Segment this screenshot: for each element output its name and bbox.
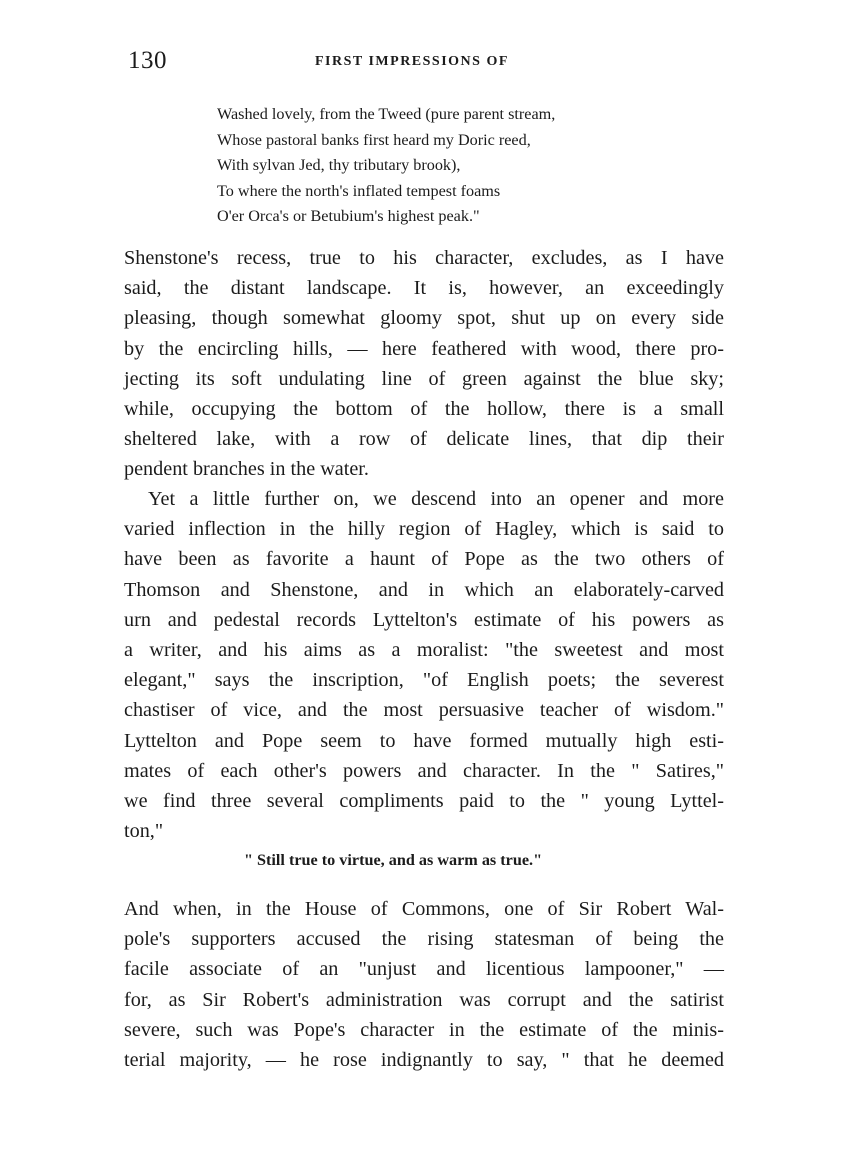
text-line: severe, such was Pope's character in the estimate of the minis-	[124, 1018, 724, 1041]
text-line: ton,"	[124, 820, 164, 843]
text-line: terial majority, — he rose indignantly to say, " that he deemed	[124, 1048, 724, 1071]
text-line: And when, in the House of Commons, one of Sir Robert Wal-	[124, 898, 724, 920]
page-header	[128, 44, 718, 80]
page-number: 130	[128, 47, 167, 74]
verse-quotation	[217, 102, 697, 230]
text-line: pole's supporters accused the rising statesman of being the	[124, 928, 724, 951]
text-line: have been as favorite a haunt of Pope as the two others of	[124, 548, 724, 571]
text-line: Thomson and Shenstone, and in which an elaborately-carved	[124, 578, 724, 601]
verse-line: O'er Orca's or Betubium's highest peak."	[217, 207, 480, 226]
text-line: jecting its soft undulating line of green against the blue sky;	[124, 367, 724, 390]
verse-line: With sylvan Jed, thy tributary brook),	[217, 156, 461, 175]
text-line: by the encircling hills, — here feathered with wood, there pro-	[124, 337, 724, 360]
text-line: while, occupying the bottom of the hollow, there is a small	[124, 397, 724, 420]
paragraph-hagley	[124, 484, 724, 846]
text-line: Shenstone's recess, true to his character, excludes, as I have	[124, 247, 724, 269]
text-line: a writer, and his aims as a moralist: "the sweetest and most	[124, 638, 724, 661]
text-line: Lyttelton and Pope seem to have formed mutually high esti-	[124, 729, 724, 752]
text-line: Yet a little further on, we descend into an opener and more	[148, 488, 724, 510]
text-line: elegant," says the inscription, "of English poets; the severest	[124, 669, 724, 692]
text-line: we find three several compliments paid to the " young Lyttel-	[124, 789, 724, 812]
text-line: pendent branches in the water.	[124, 458, 369, 481]
text-line: mates of each other's powers and character. In the " Satires,"	[124, 759, 724, 782]
verse-line: Washed lovely, from the Tweed (pure parent stream,	[217, 105, 556, 123]
text-line: chastiser of vice, and the most persuasive teacher of wisdom."	[124, 699, 724, 722]
verse-line: Whose pastoral banks first heard my Doric reed,	[217, 130, 531, 149]
text-line: varied inflection in the hilly region of Hagley, which is said to	[124, 518, 724, 541]
text-line: urn and pedestal records Lyttelton's estimate of his powers as	[124, 608, 724, 631]
text-line: sheltered lake, with a row of delicate lines, that dip their	[124, 428, 724, 451]
text-line: pleasing, though somewhat gloomy spot, shut up on every side	[124, 307, 724, 330]
quotation-line: " Still true to virtue, and as warm as true."	[244, 851, 543, 869]
paragraph-house-of-commons	[124, 894, 724, 1075]
text-line: said, the distant landscape. It is, however, an exceedingly	[124, 277, 724, 300]
verse-line: To where the north's inflated tempest foams	[217, 181, 501, 200]
text-line: facile associate of an "unjust and licentious lampooner," —	[124, 958, 724, 981]
paragraph-shenstone-recess	[124, 243, 724, 485]
text-line: for, as Sir Robert's administration was corrupt and the satirist	[124, 988, 724, 1011]
running-head: FIRST IMPRESSIONS OF	[315, 54, 509, 69]
